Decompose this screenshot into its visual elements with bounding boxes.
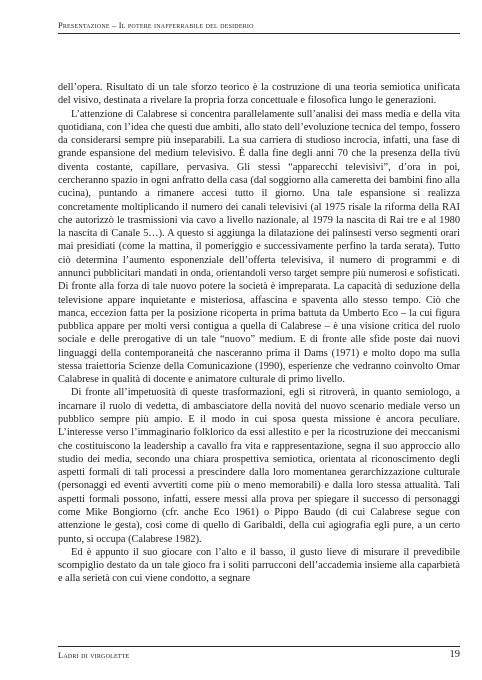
- page-body: [58, 81, 460, 586]
- book-title-footer: Ladri di virgolette: [58, 651, 130, 660]
- header-rule: [58, 33, 460, 34]
- running-header: Presentazione – Il potere inafferrabile del desiderio: [58, 21, 254, 30]
- paragraph: Di fronte all’impetuosità di queste trasformazioni, egli si ritroverà, in quanto semiologo, a incarnare il ruolo di vedetta, di ambasciatore della novità del nuovo scenario mediale verso un pubblico sempre più ampio. E il modo in cui sposa questa missione è ancora peculiare. L’interesse verso l’immaginario folklorico da essi allestito e per la ricostruzione dei meccanismi che costituiscono la leadership a cavallo fra vita e rappresentazione, segna il suo approccio allo studio dei media, secondo una chiara prospettiva semiotica, orientata al riconoscimento degli aspetti formali di tali processi a prescindere dalla loro momentanea gerarchizzazione culturale (personaggi ed eventi avvertiti come più o meno memorabili) e dalla loro stessa attualità. Tali aspetti formali possono, infatti, essere messi alla prova per spiegare il successo di personaggi come Mike Bongiorno (cfr. anche Eco 1961) o Pippo Baudo (di cui Calabrese segue con attenzione le gesta), così come di quello di Garibaldi, della cui agiografia egli pure, a un certo punto, si occupa (Calabrese 1982).: [58, 387, 460, 545]
- footer-rule: [58, 646, 460, 647]
- page-number: 19: [449, 649, 460, 660]
- paragraph: Ed è appunto il suo giocare con l’alto e il basso, il gusto lieve di misurare il prevedibile scompiglio destato da un tale gioco fra i soliti parrucconi dell’accademia insieme alla caparbietà e alla serietà con cui viene condotto, a segnare: [58, 546, 460, 585]
- paragraph: L’attenzione di Calabrese si concentra parallelamente sull’analisi dei mass media e della vita quotidiana, con l’idea che questi due ambiti, allo stato dell’evoluzione tecnica del tempo, fossero da considerarsi sempre più inseparabili. La sua carriera di studioso incrocia, infatti, una fase di grande espansione del medium televisivo. È dalla fine degli anni 70 che la presenza della tivù diventa costante, capillare, pervasiva. Gli stessi “apparecchi televisivi”, d’ora in poi, cercheranno spazio in ogni anfratto della casa (dal soggiorno alla cameretta dei bambini fino alla cucina), puntando a rimanere accesi tutto il giorno. Una tale espansione si realizza concretamente moltiplicando il numero dei canali televisivi (al 1975 risale la riforma della RAI che autorizzò le trasmissioni via cavo a livello nazionale, al 1979 la nascita di Rai tre e al 1980 la nascita di Canale 5…). A questo si aggiunga la dilatazione dei palinsesti verso segmenti orari mai presidiati (come la mattina, il pomeriggio e successivamente perfino la tarda serata). Tutto ciò determina l’aumento esponenziale dell’offerta televisiva, il numero di programmi e di annunci pubblicitari mandati in onda, orientandoli verso target sempre più numerosi e sofisticati. Di fronte alla forza di tale nuovo potere la società è impreparata. La capacità di seduzione della televisione appare inquietante e misteriosa, affascina e spaventa allo stesso tempo. Ciò che manca, eccezion fatta per la posizione ricoperta in prima battuta da Umberto Eco – la cui figura pubblica appare per molti versi contigua a quella di Calabrese – è una visione critica del ruolo sociale e delle prerogative di un tale “nuovo” medium. E di fronte alle sfide poste dai nuovi linguaggi della contemporaneità che nasceranno prima il Dams (1971) e molto dopo ma sulla stessa traiettoria Scienze della Comunicazione (1990), esperienze che vedranno coinvolto Omar Calabrese in qualità di docente e animatore culturale di primo livello.: [58, 108, 460, 386]
- paragraph: dell’opera. Risultato di un tale sforzo teorico è la costruzione di una teoria semiotica unificata del visivo, destinata a rivelare la propria forza concettuale e filosofica lungo le generazioni.: [58, 82, 460, 107]
